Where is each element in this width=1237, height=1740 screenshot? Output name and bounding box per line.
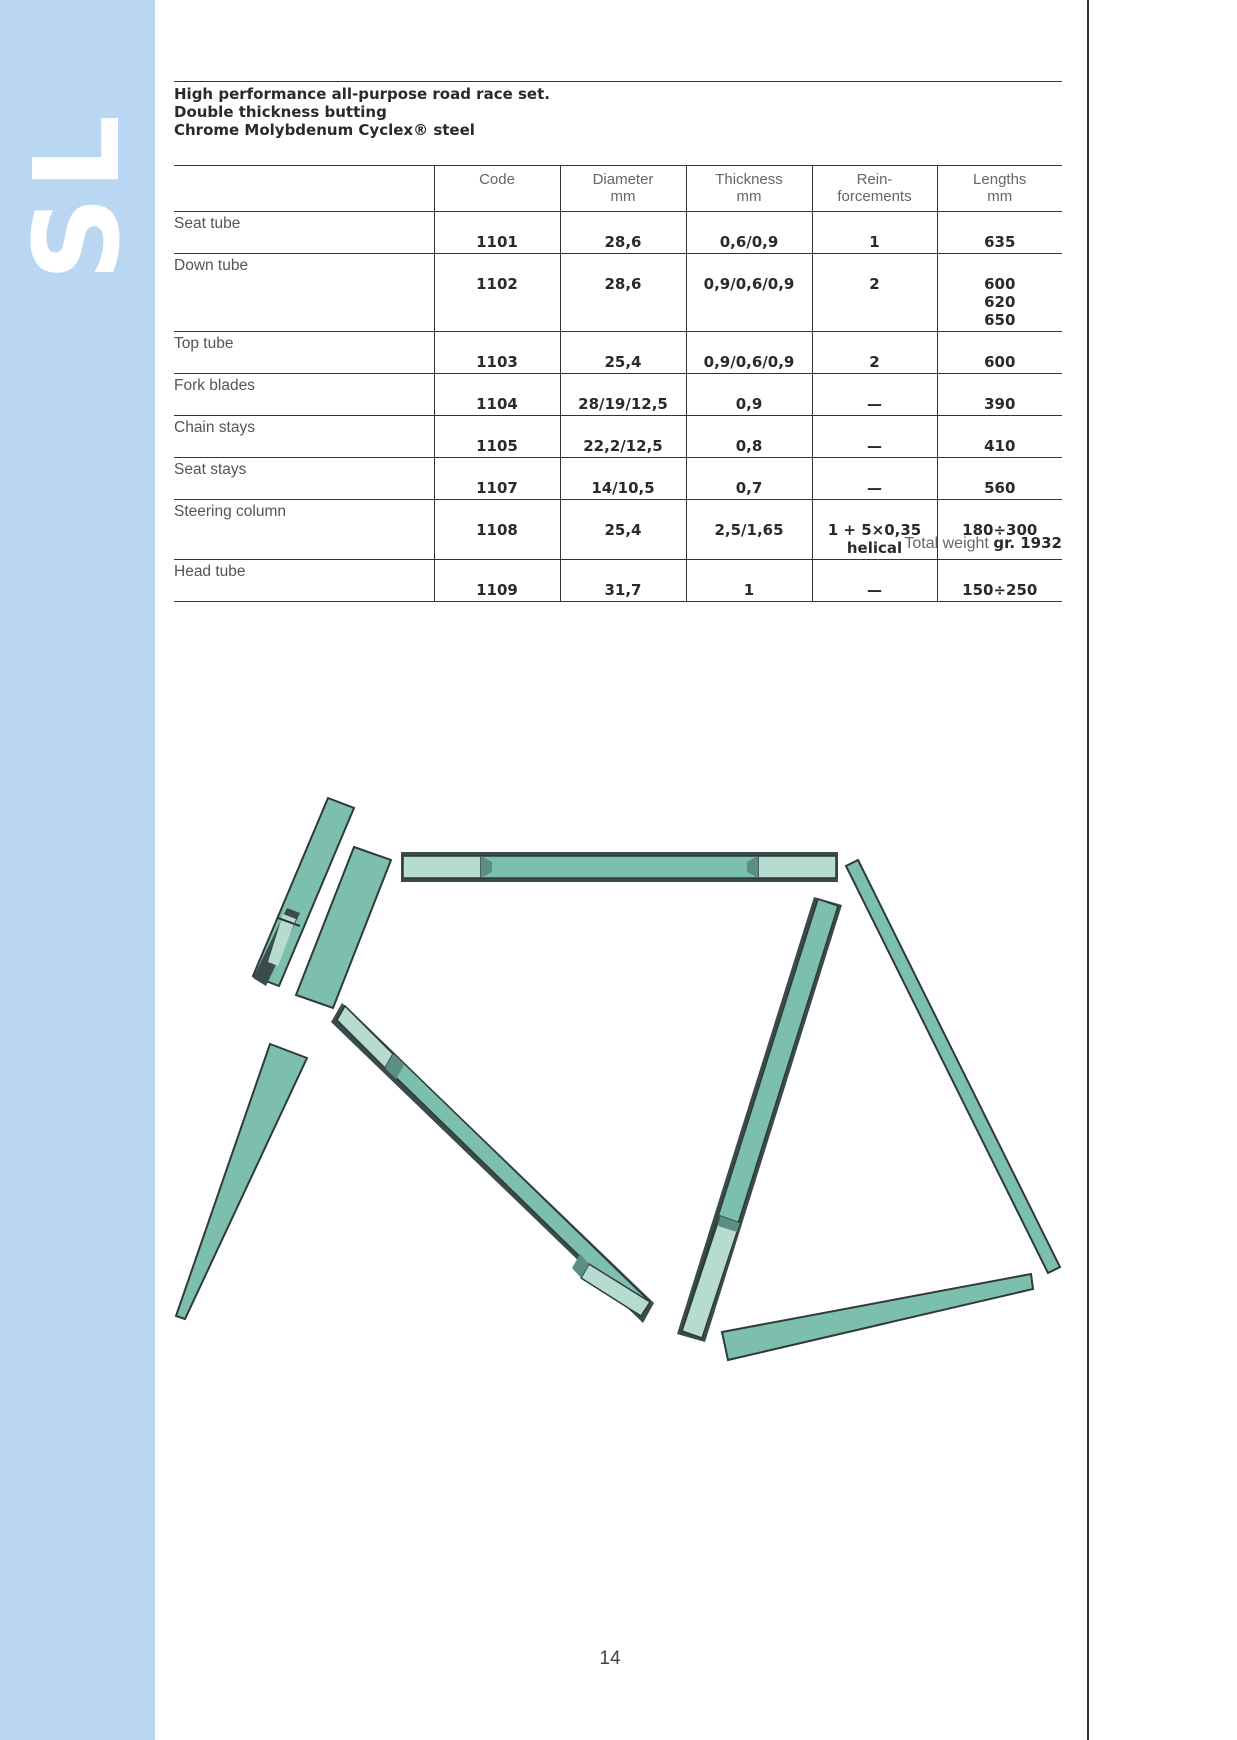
- series-label-text: SL: [8, 108, 147, 282]
- tube-thickness: 0,7: [686, 458, 812, 500]
- tube-reinforcements: 1: [812, 212, 937, 254]
- tube-diameter: 28/19/12,5: [560, 374, 686, 416]
- header-diameter: Diameter mm: [560, 166, 686, 212]
- tube-code: 1105: [434, 416, 560, 458]
- tube-lengths: 150÷250: [937, 560, 1062, 602]
- seat-stay-tube: [846, 860, 1060, 1273]
- tube-thickness: 0,9/0,6/0,9: [686, 332, 812, 374]
- tube-lengths: 180÷300: [937, 500, 1062, 560]
- tube-lengths: 390: [937, 374, 1062, 416]
- tube-thickness: 0,9: [686, 374, 812, 416]
- fork-blade-tube: [176, 1044, 307, 1319]
- tube-thickness: 0,9/0,6/0,9: [686, 254, 812, 332]
- tube-code: 1108: [434, 500, 560, 560]
- tube-name: Seat tube: [174, 215, 241, 232]
- tube-name: Seat stays: [174, 461, 247, 478]
- tube-code: 1107: [434, 458, 560, 500]
- tube-reinforcements: —: [812, 458, 937, 500]
- tube-thickness: 1: [686, 560, 812, 602]
- top-tube: [401, 852, 838, 882]
- header-code: Code: [434, 166, 560, 212]
- tube-code: 1102: [434, 254, 560, 332]
- seat-tube: [677, 897, 842, 1342]
- tube-thickness: 0,6/0,9: [686, 212, 812, 254]
- tube-reinforcements: —: [812, 416, 937, 458]
- tube-name: Chain stays: [174, 419, 255, 436]
- tube-diameter: 22,2/12,5: [560, 416, 686, 458]
- tube-diameter: 28,6: [560, 254, 686, 332]
- tube-reinforcements: 2: [812, 254, 937, 332]
- total-weight-value: gr. 1932: [993, 534, 1062, 552]
- tube-code: 1103: [434, 332, 560, 374]
- heading-line-2: Double thickness butting: [174, 103, 387, 121]
- tube-thickness: 0,8: [686, 416, 812, 458]
- tube-reinforcements: —: [812, 374, 937, 416]
- tube-code: 1109: [434, 560, 560, 602]
- tube-name: Fork blades: [174, 377, 255, 394]
- tube-code: 1104: [434, 374, 560, 416]
- tube-lengths: 600 620 650: [937, 254, 1062, 332]
- heading-line-1: High performance all-purpose road race set.: [174, 85, 550, 103]
- tube-name: Head tube: [174, 563, 246, 580]
- tube-reinforcements: —: [812, 560, 937, 602]
- header-reinforcements: Rein- forcements: [812, 166, 937, 212]
- tube-name: Steering column: [174, 503, 287, 520]
- tube-diameter: 14/10,5: [560, 458, 686, 500]
- tube-lengths: 560: [937, 458, 1062, 500]
- chain-stay-tube: [722, 1274, 1033, 1360]
- tube-reinforcements: 1 + 5×0,35 helical: [812, 500, 937, 560]
- page-number: 14: [599, 1648, 621, 1669]
- tube-reinforcements: 2: [812, 332, 937, 374]
- tube-name: Top tube: [174, 335, 234, 352]
- tube-code: 1101: [434, 212, 560, 254]
- tube-diameter: 28,6: [560, 212, 686, 254]
- tube-diameter: 31,7: [560, 560, 686, 602]
- down-tube: [331, 1003, 654, 1323]
- tube-diameter: 25,4: [560, 500, 686, 560]
- total-weight-label: Total weight: [904, 535, 989, 552]
- tube-lengths: 635: [937, 212, 1062, 254]
- tube-lengths: 600: [937, 332, 1062, 374]
- tube-lengths: 410: [937, 416, 1062, 458]
- tube-thickness: 2,5/1,65: [686, 500, 812, 560]
- header-thickness: Thickness mm: [686, 166, 812, 212]
- tube-name: Down tube: [174, 257, 249, 274]
- heading-line-3: Chrome Molybdenum Cyclex® steel: [174, 121, 475, 139]
- tube-diameter: 25,4: [560, 332, 686, 374]
- header-lengths: Lengths mm: [937, 166, 1062, 212]
